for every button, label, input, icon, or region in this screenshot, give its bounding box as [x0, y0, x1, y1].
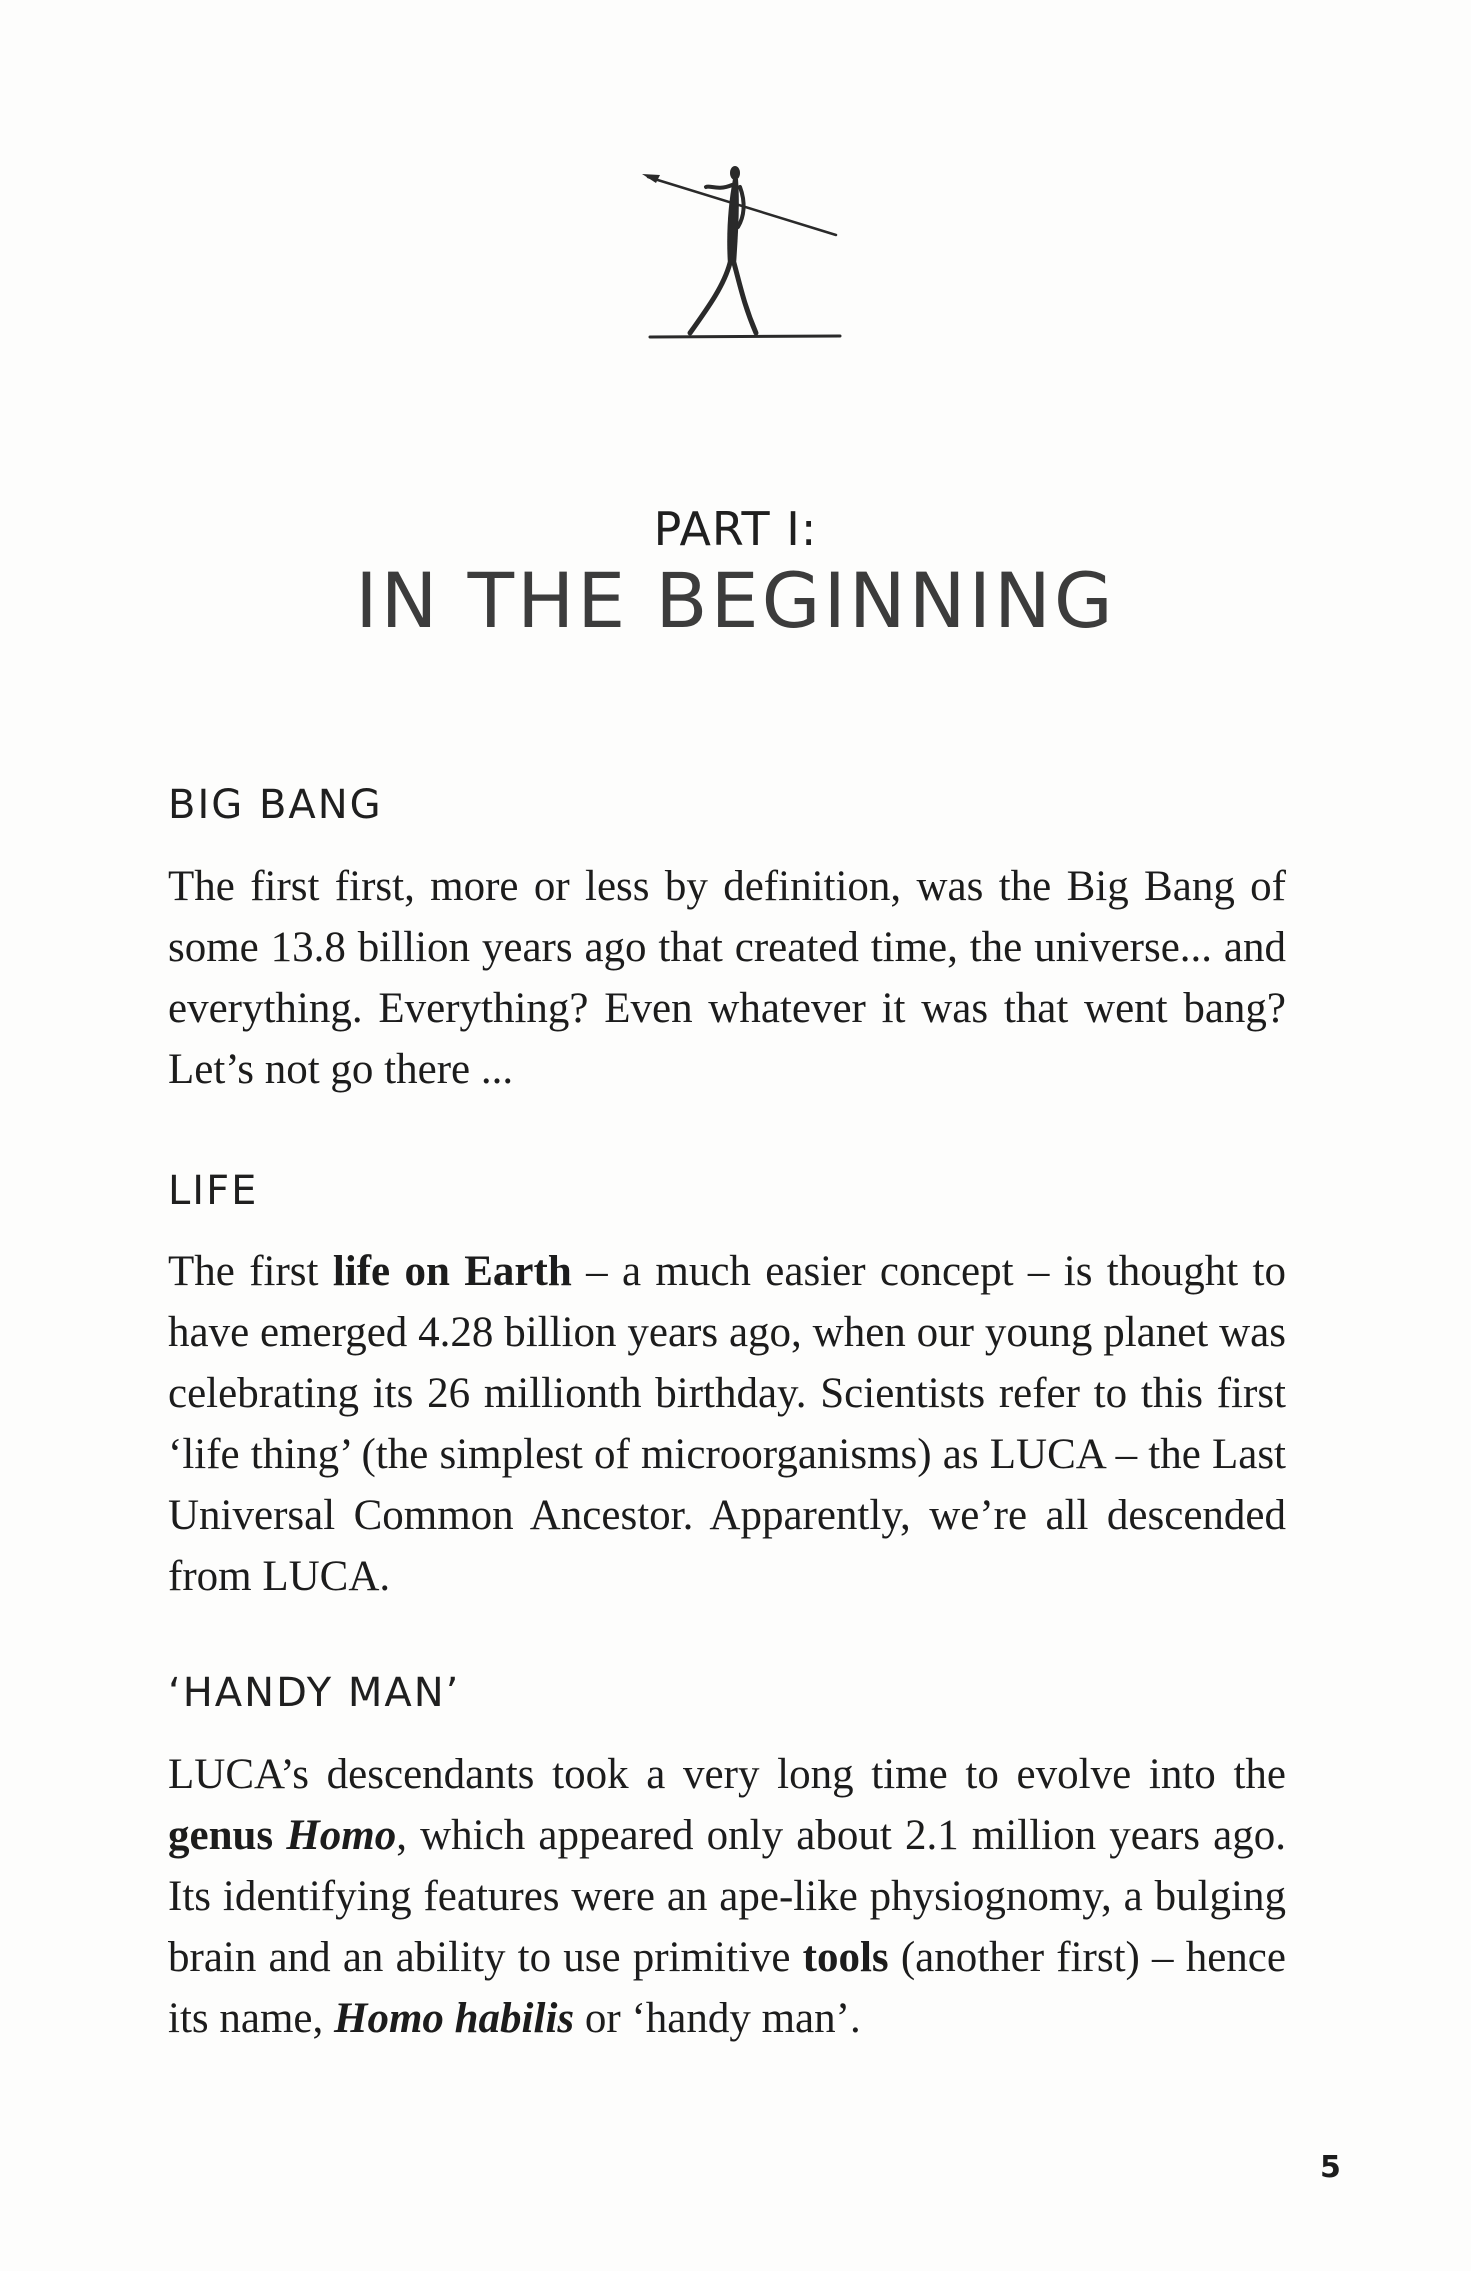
paragraph-text: The first first, more or less by definition, was the Big Bang of some 13.8 billion years ago that created time, the universe... and everything. Everything? Even whatever it was that went bang? Let’s not go there ...: [168, 863, 1286, 1093]
bold-term-genus: genus: [168, 1812, 274, 1859]
spear-man-icon: [640, 155, 850, 350]
heading-handy-man: ‘HANDY MAN’: [168, 1670, 461, 1716]
paragraph-handy-man: [168, 1744, 1286, 2049]
bold-term-tools: tools: [802, 1934, 889, 1981]
paragraph-text: – a much easier concept – is thought to have emerged 4.28 billion years ago, when our young planet was celebrating its 26 millionth birthday. Scientists refer to this first ‘life thing’ (the simplest of microorganisms) as LUCA – the Last Universal Common Ancestor. Apparently, we’re all descended from LUCA.: [168, 1248, 1286, 1600]
paragraph-text: [273, 1812, 286, 1859]
paragraph-text: LUCA’s descendants took a very long time to evolve into the: [168, 1751, 1286, 1798]
paragraph-big-bang: [168, 856, 1286, 1100]
paragraph-text: The first: [168, 1248, 333, 1295]
bold-italic-term-homo: Homo: [286, 1812, 397, 1859]
part-label: PART I:: [653, 502, 818, 556]
heading-big-bang: BIG BANG: [168, 782, 383, 828]
paragraph-life: [168, 1241, 1286, 1607]
page-number: 5: [1320, 2150, 1341, 2185]
paragraph-text: or ‘handy man’.: [574, 1995, 861, 2042]
bold-italic-term-homo-habilis: Homo habilis: [334, 1995, 575, 2042]
bold-term-life-on-earth: life on Earth: [332, 1248, 572, 1295]
part-title: IN THE BEGINNING: [355, 556, 1116, 645]
paragraph-text: , which appeared only about 2.1 million years ago. Its identifying features were an ape-like physiognomy, a bulging brain and an ability to use primitive: [168, 1812, 1286, 1981]
heading-life: LIFE: [168, 1168, 259, 1214]
paragraph-text: (another first) – hence its name,: [168, 1934, 1286, 2042]
